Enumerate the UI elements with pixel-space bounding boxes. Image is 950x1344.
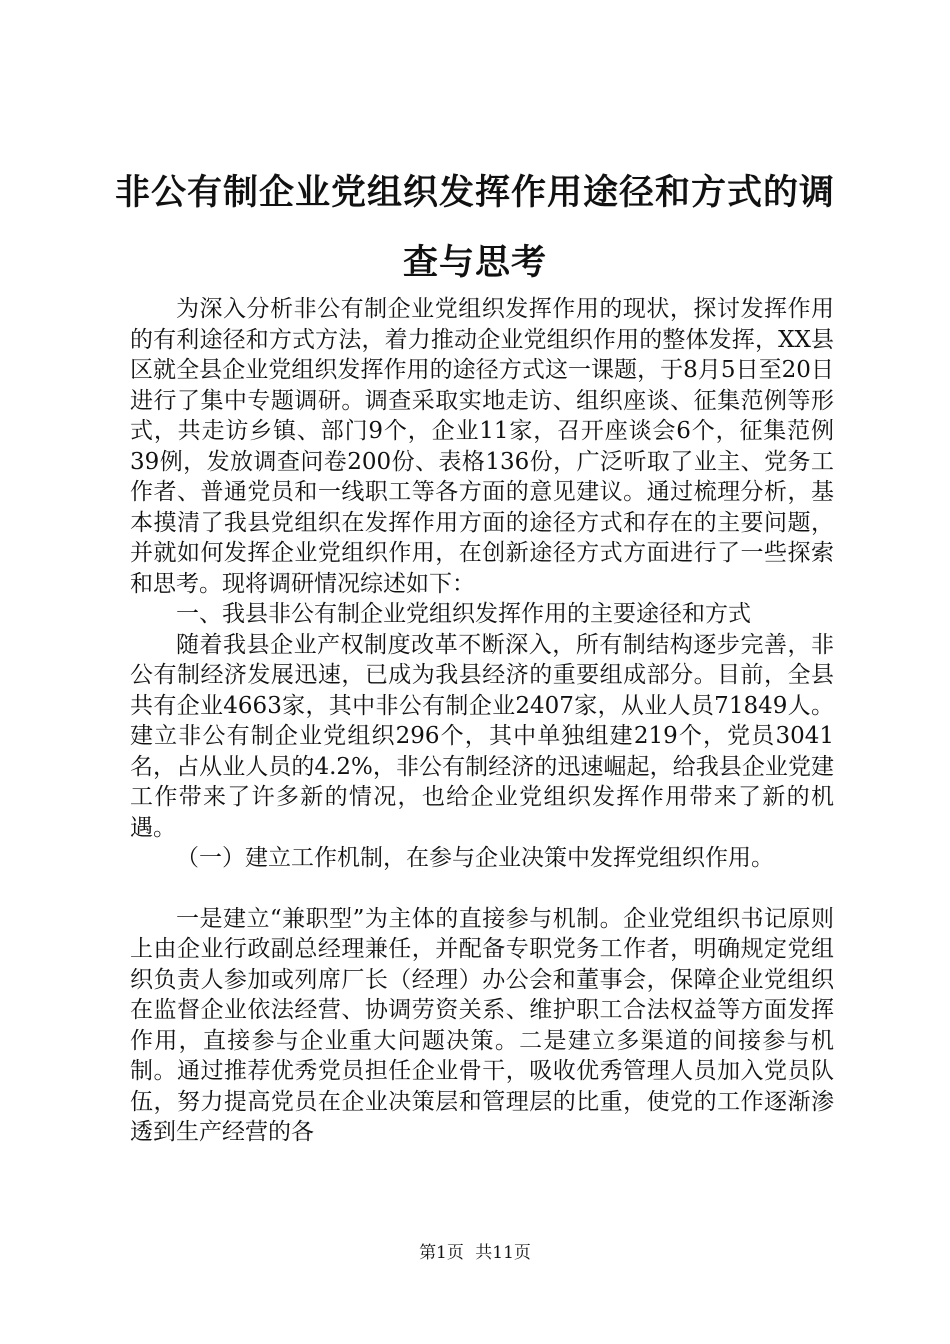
document-title [100, 158, 850, 298]
subsection-heading-1: （一）建立工作机制，在参与企业决策中发挥党组织作用。 [176, 845, 774, 871]
section-heading-1: 一、我县非公有制企业党组织发挥作用的主要途径和方式 [176, 601, 751, 627]
title-line-2: 查与思考 [402, 243, 547, 283]
page-total: 共11页 [475, 1243, 531, 1263]
paragraph-overview: 随着我县企业产权制度改革不断深入，所有制结构逐步完善，非公有制经济发展迅速，已成为我县经济的重要组成部分。目前，全县共有企业4663家，其中非公有制企业2407家，从业人员71849人。建立非公有制企业党组织296个，其中单独组建219个，党员3041名，占从业人员的4.2%，非公有制经济的迅速崛起，给我县企业党建工作带来了许多新的情况，也给企业党组织发挥作用带来了新的机遇。 [130, 631, 834, 841]
page-number: 第1页 [419, 1243, 464, 1263]
title-line-1: 非公有制企业党组织发挥作用途径和方式的调 [114, 173, 835, 213]
paragraph-mechanism: 一是建立“兼职型”为主体的直接参与机制。企业党组织书记原则上由企业行政副总经理兼任，并配备专职党务工作者，明确规定党组织负责人参加或列席厂长（经理）办公会和董事会，保障企业党组织在监督企业依法经营、协调劳资关系、维护职工合法权益等方面发挥作用，直接参与企业重大问题决策。二是建立多渠道的间接参与机制。通过推荐优秀党员担任企业骨干，吸收优秀管理人员加入党员队伍，努力提高党员在企业决策层和管理层的比重，使党的工作逐渐渗透到生产经营的各 [130, 905, 834, 1145]
document-body [130, 294, 834, 1148]
paragraph-intro: 为深入分析非公有制企业党组织发挥作用的现状，探讨发挥作用的有利途径和方式方法，着力推动企业党组织作用的整体发挥，XX县区就全县企业党组织发挥作用的途径方式这一课题，于8月5日至20日进行了集中专题调研。调查采取实地走访、组织座谈、征集范例等形式，共走访乡镇、部门9个，企业11家，召开座谈会6个，征集范例39例，发放调查问卷200份、表格136份，广泛听取了业主、党务工作者、普通党员和一线职工等各方面的意见建议。通过梳理分析，基本摸清了我县党组织在发挥作用方面的途径方式和存在的主要问题，并就如何发挥企业党组织作用，在创新途径方式方面进行了一些探索和思考。现将调研情况综述如下： [130, 296, 834, 597]
page-footer [0, 1242, 950, 1264]
